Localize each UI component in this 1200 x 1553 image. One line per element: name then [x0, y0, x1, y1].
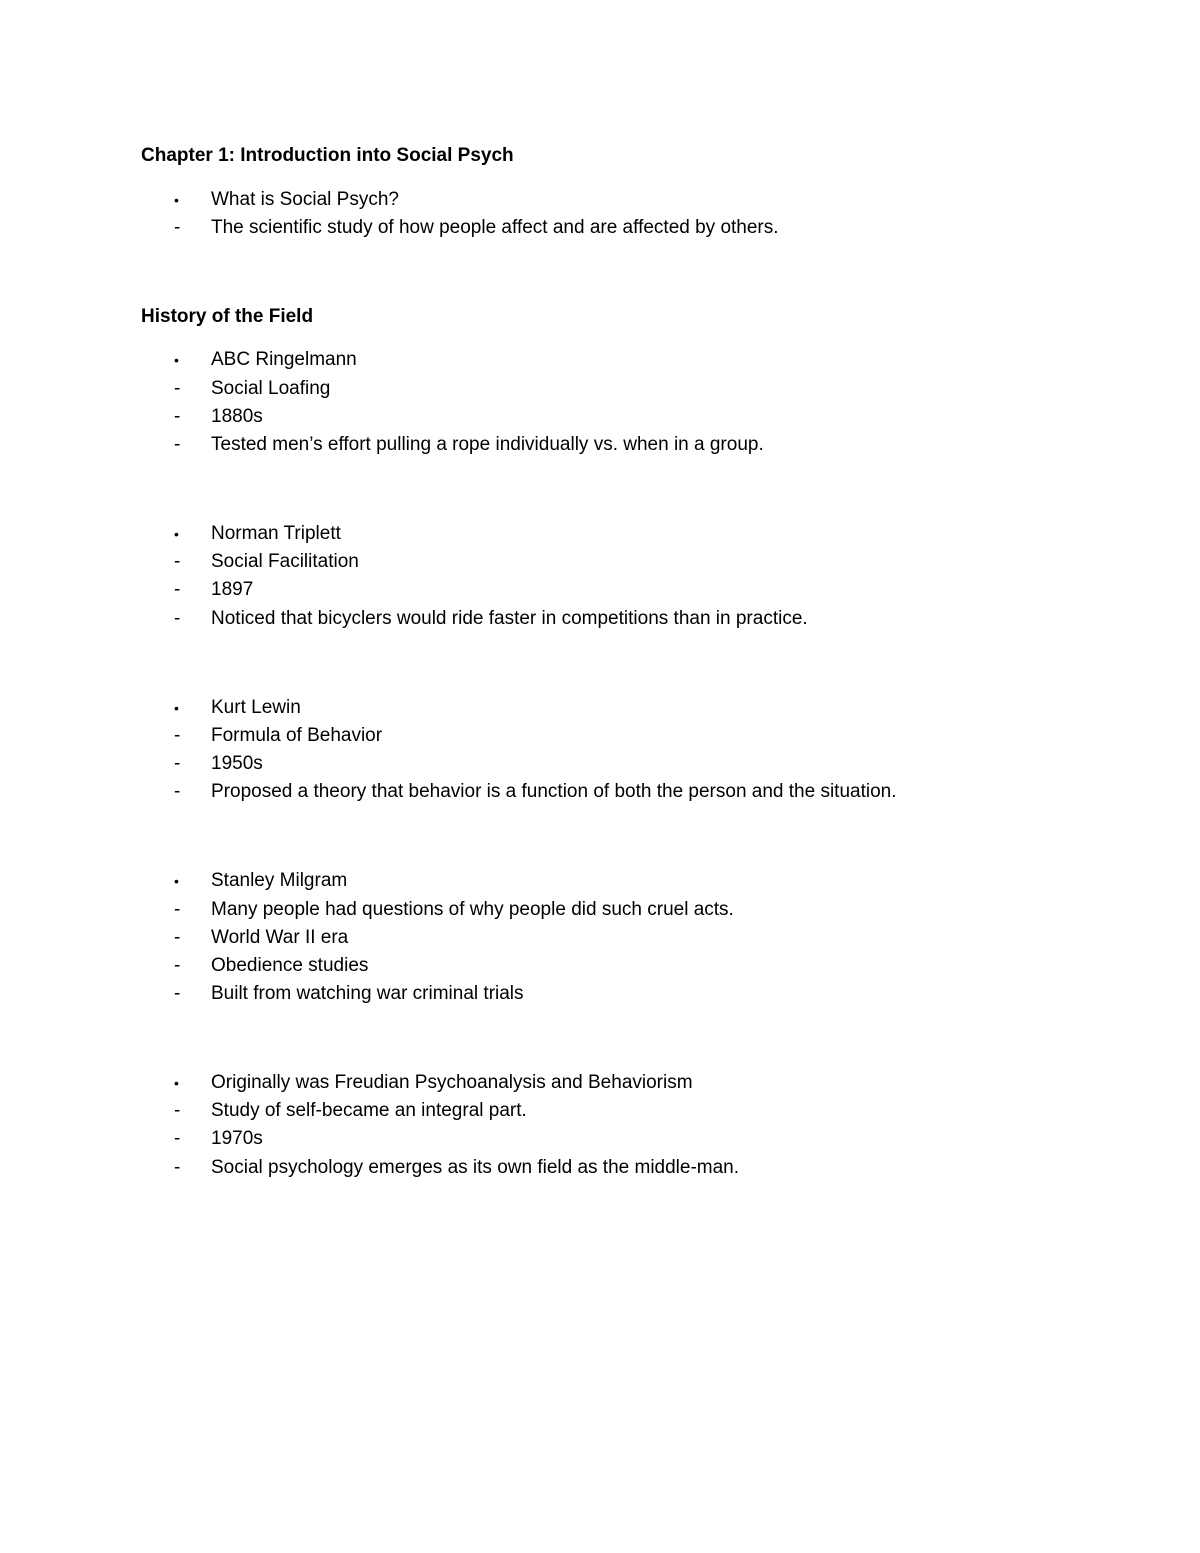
dash-icon: -	[174, 1157, 181, 1178]
list-item	[0, 752, 1200, 776]
dash-icon: -	[174, 1128, 181, 1149]
dash-icon: -	[174, 725, 181, 746]
bullet-icon: •	[174, 352, 179, 368]
dash-icon: -	[174, 899, 181, 920]
list-item	[0, 522, 1200, 546]
list-item	[0, 982, 1200, 1006]
list-item	[0, 1071, 1200, 1095]
detail-text: Social Loafing	[211, 378, 331, 399]
detail-text: 1897	[211, 579, 254, 600]
detail-text: Obedience studies	[211, 955, 369, 976]
list-item	[0, 1156, 1200, 1180]
dash-icon: -	[174, 753, 181, 774]
list-item	[0, 405, 1200, 429]
dash-icon: -	[174, 781, 181, 802]
bullet-text: Kurt Lewin	[211, 697, 301, 718]
dash-icon: -	[174, 217, 181, 238]
bullet-icon: •	[174, 1075, 179, 1091]
detail-text: Study of self-became an integral part.	[211, 1100, 527, 1121]
bullet-text: ABC Ringelmann	[211, 349, 357, 370]
detail-text: Noticed that bicyclers would ride faster in competitions than in practice.	[211, 608, 808, 629]
list-item	[0, 216, 1200, 240]
detail-text: Many people had questions of why people did such cruel acts.	[211, 899, 734, 920]
dash-icon: -	[174, 955, 181, 976]
bullet-text: What is Social Psych?	[211, 189, 399, 210]
dash-icon: -	[174, 378, 181, 399]
detail-text: Built from watching war criminal trials	[211, 983, 524, 1004]
detail-text: 1970s	[211, 1128, 263, 1149]
detail-text: Formula of Behavior	[211, 725, 383, 746]
list-item	[0, 377, 1200, 401]
list-item	[0, 433, 1200, 457]
list-item	[0, 607, 1200, 631]
bullet-text: Originally was Freudian Psychoanalysis and Behaviorism	[211, 1072, 693, 1093]
detail-text: Tested men’s effort pulling a rope individually vs. when in a group.	[211, 434, 764, 455]
list-item	[0, 954, 1200, 978]
detail-text: Proposed a theory that behavior is a function of both the person and the situation.	[211, 781, 897, 802]
list-item	[0, 898, 1200, 922]
detail-text: Social psychology emerges as its own field as the middle-man.	[211, 1157, 740, 1178]
bullet-text: Norman Triplett	[211, 523, 341, 544]
list-item	[0, 780, 1200, 804]
dash-icon: -	[174, 608, 181, 629]
bullet-icon: •	[174, 192, 179, 208]
bullet-icon: •	[174, 700, 179, 716]
dash-icon: -	[174, 434, 181, 455]
dash-icon: -	[174, 983, 181, 1004]
list-item	[0, 1127, 1200, 1151]
dash-icon: -	[174, 927, 181, 948]
dash-icon: -	[174, 579, 181, 600]
list-item	[0, 550, 1200, 574]
bullet-icon: •	[174, 873, 179, 889]
detail-text: 1950s	[211, 753, 263, 774]
list-item	[0, 724, 1200, 748]
bullet-text: Stanley Milgram	[211, 870, 348, 891]
section-title: History of the Field	[141, 306, 314, 327]
list-item	[0, 869, 1200, 893]
detail-text: The scientific study of how people affect and are affected by others.	[211, 217, 779, 238]
dash-icon: -	[174, 1100, 181, 1121]
detail-text: World War II era	[211, 927, 349, 948]
list-item	[0, 696, 1200, 720]
list-item	[0, 188, 1200, 212]
list-item	[0, 926, 1200, 950]
list-item	[0, 348, 1200, 372]
list-item	[0, 578, 1200, 602]
dash-icon: -	[174, 406, 181, 427]
bullet-icon: •	[174, 526, 179, 542]
detail-text: Social Facilitation	[211, 551, 359, 572]
detail-text: 1880s	[211, 406, 263, 427]
chapter-title: Chapter 1: Introduction into Social Psych	[141, 145, 514, 166]
dash-icon: -	[174, 551, 181, 572]
list-item	[0, 1099, 1200, 1123]
